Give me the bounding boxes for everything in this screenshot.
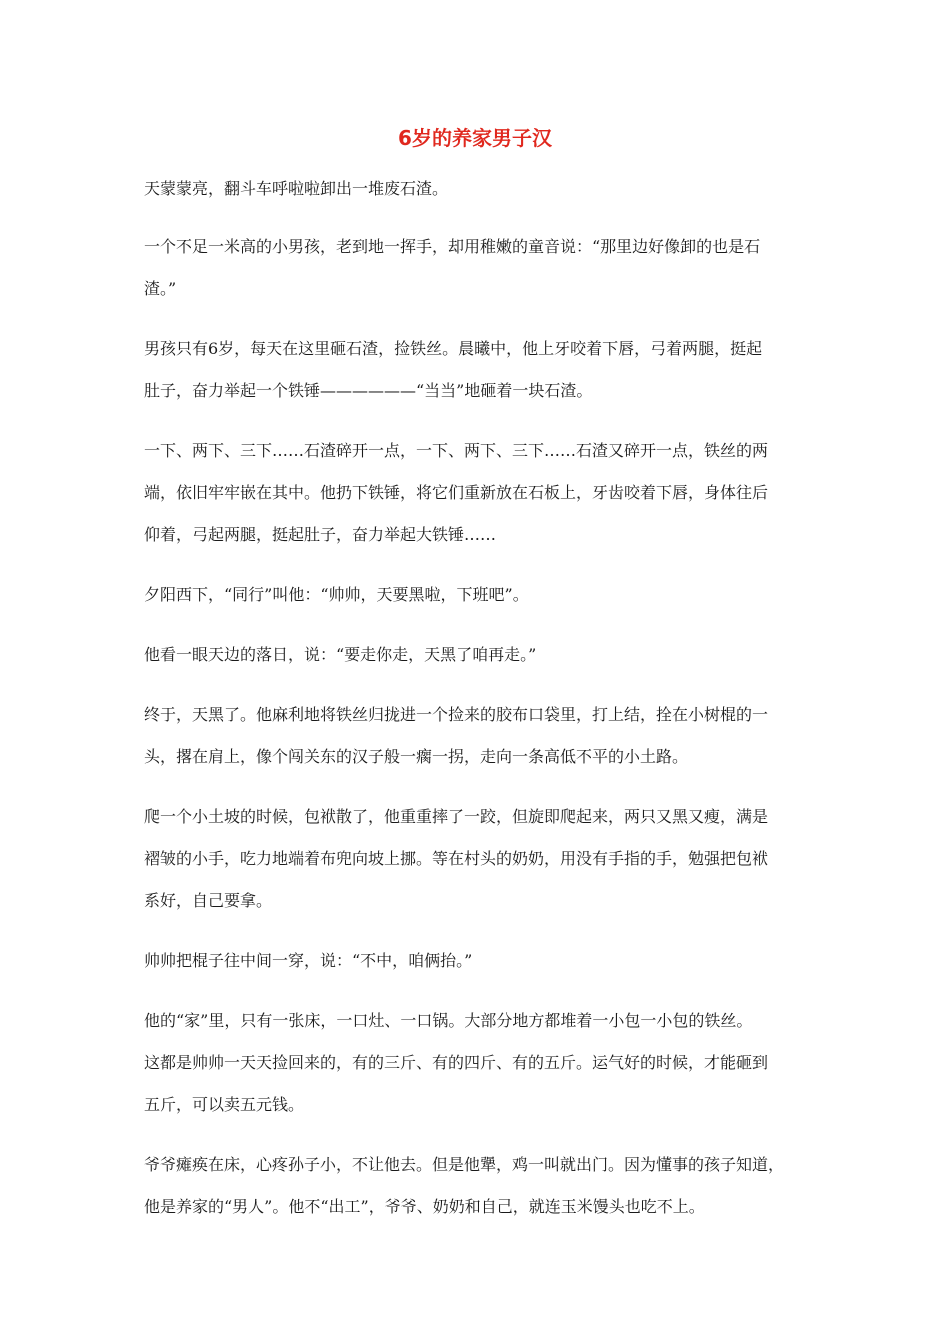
paragraph-line: 终于，天黑了。他麻利地将铁丝归拢进一个捡来的胶布口袋里，打上结，拴在小树棍的一 <box>144 705 769 724</box>
paragraph-line: 帅帅把棍子往中间一穿，说：“不中，咱俩抬。” <box>144 951 473 970</box>
paragraph-4 <box>144 430 812 556</box>
paragraph-5 <box>144 574 812 616</box>
paragraph-7 <box>144 694 812 778</box>
paragraph-line: 他是养家的“男人”。他不“出工”，爷爷、奶奶和自己，就连玉米馒头也吃不上。 <box>144 1197 705 1216</box>
page-title: 6岁的养家男子汉 <box>398 126 552 150</box>
paragraph-line: 男孩只有6岁，每天在这里砸石渣，捡铁丝。晨曦中，他上牙咬着下唇，弓着两腿，挺起 <box>144 339 763 358</box>
paragraph-line: 一个不足一米高的小男孩，老到地一挥手，却用稚嫩的童音说：“那里边好像卸的也是石 <box>144 237 761 256</box>
paragraph-line: 端，依旧牢牢嵌在其中。他扔下铁锤，将它们重新放在石板上，牙齿咬着下唇，身体往后 <box>144 483 769 502</box>
paragraph-3 <box>144 328 812 412</box>
paragraph-1 <box>144 168 812 210</box>
paragraph-8 <box>144 796 812 922</box>
paragraph-11 <box>144 1144 812 1228</box>
paragraph-line: 渣。” <box>144 279 177 298</box>
paragraph-2 <box>144 226 812 310</box>
paragraph-line: 褶皱的小手，吃力地端着布兜向坡上挪。等在村头的奶奶，用没有手指的手，勉强把包袱 <box>144 849 769 868</box>
paragraph-line: 爬一个小土坡的时候，包袱散了，他重重摔了一跤，但旋即爬起来，两只又黑又瘦，满是 <box>144 807 769 826</box>
paragraph-line: 头，撂在肩上，像个闯关东的汉子般一瘸一拐，走向一条高低不平的小土路。 <box>144 747 689 766</box>
paragraph-6 <box>144 634 812 676</box>
paragraph-line: 爷爷瘫痪在床，心疼孙子小，不让他去。但是他犟，鸡一叫就出门。因为懂事的孩子知道， <box>144 1155 785 1174</box>
paragraph-line: 五斤，可以卖五元钱。 <box>144 1095 305 1114</box>
paragraph-9 <box>144 940 812 982</box>
paragraph-line: 天蒙蒙亮，翻斗车呼啦啦卸出一堆废石渣。 <box>144 179 449 198</box>
paragraph-line: 这都是帅帅一天天捡回来的，有的三斤、有的四斤、有的五斤。运气好的时候，才能砸到 <box>144 1053 769 1072</box>
paragraph-line: 他看一眼天边的落日，说：“要走你走，天黑了咱再走。” <box>144 645 537 664</box>
paragraph-line: 肚子，奋力举起一个铁锤——————“当当”地砸着一块石渣。 <box>144 381 593 400</box>
paragraph-line: 一下、两下、三下……石渣碎开一点，一下、两下、三下……石渣又碎开一点，铁丝的两 <box>144 441 769 460</box>
paragraph-line: 他的“家”里，只有一张床，一口灶、一口锅。大部分地方都堆着一小包一小包的铁丝。 <box>144 1011 753 1030</box>
paragraph-10 <box>144 1000 812 1126</box>
paragraph-line: 夕阳西下，“同行”叫他：“帅帅，天要黑啦，下班吧”。 <box>144 585 529 604</box>
paragraph-line: 仰着，弓起两腿，挺起肚子，奋力举起大铁锤…… <box>144 525 497 544</box>
paragraph-line: 系好，自己要拿。 <box>144 891 273 910</box>
